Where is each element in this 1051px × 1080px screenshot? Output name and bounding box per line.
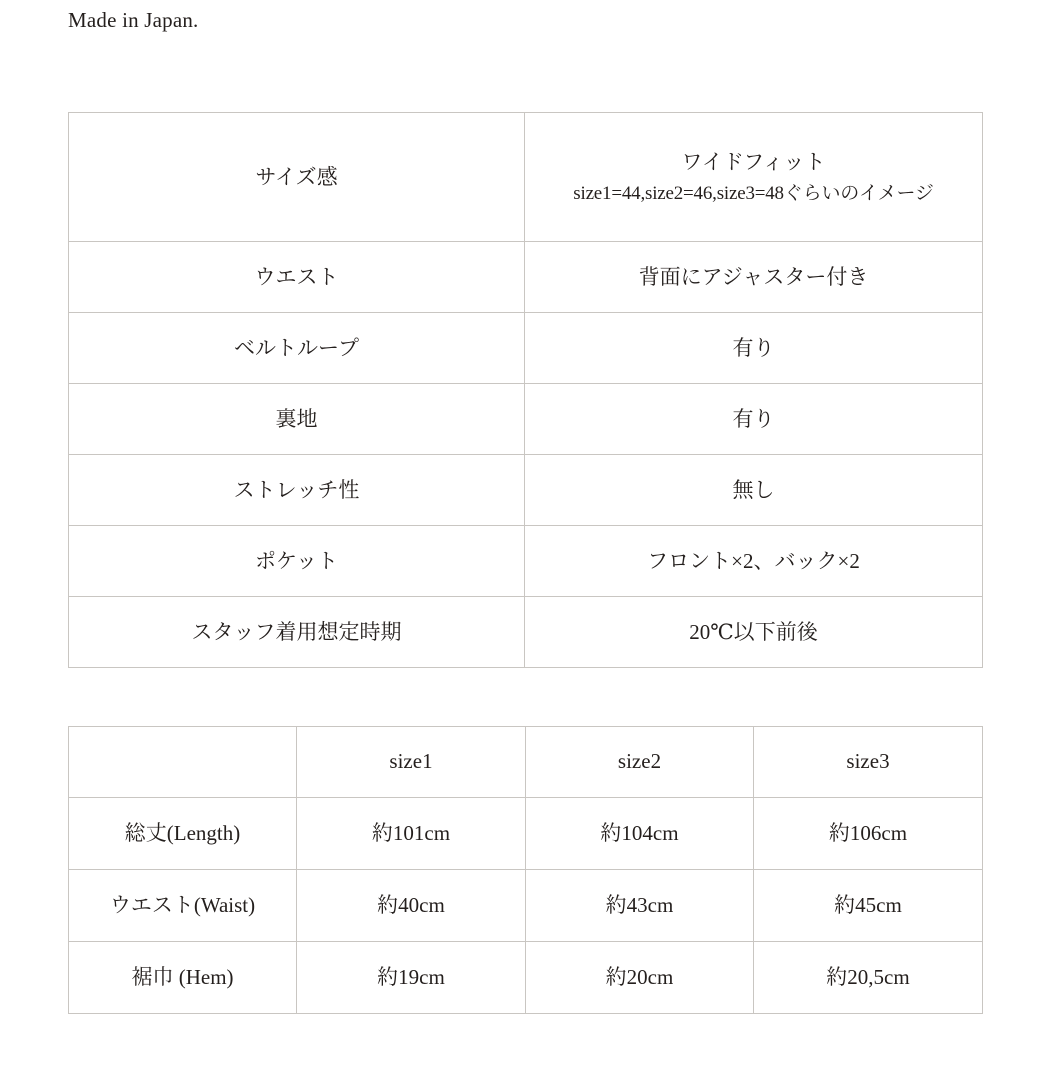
size-row-label-waist: ウエスト(Waist) [69, 870, 297, 942]
table-row [69, 942, 983, 1014]
size-row-hem-size3: 約20,5cm [754, 942, 983, 1014]
spec-value-belt-loop: 有り [525, 313, 983, 384]
size-row-label-length: 総丈(Length) [69, 798, 297, 870]
table-header-row [69, 727, 983, 798]
table-row [69, 113, 983, 242]
spec-label-pocket: ポケット [69, 526, 525, 597]
specification-table [68, 112, 983, 668]
table-row [69, 526, 983, 597]
size-row-length-size1: 約101cm [297, 798, 526, 870]
size-measurement-table [68, 726, 983, 1014]
spec-value-waist: 背面にアジャスター付き [525, 242, 983, 313]
table-row [69, 597, 983, 668]
size-table-corner-cell [69, 727, 297, 798]
spec-value-stretch: 無し [525, 455, 983, 526]
spec-value-size-feel-line1: ワイドフィット [681, 149, 826, 174]
spec-value-size-feel-line2: size1=44,size2=46,size3=48ぐらいのイメージ [573, 182, 934, 204]
spec-value-lining: 有り [525, 384, 983, 455]
spec-value-season: 20℃以下前後 [525, 597, 983, 668]
table-row [69, 455, 983, 526]
size-row-length-size3: 約106cm [754, 798, 983, 870]
size-row-length-size2: 約104cm [526, 798, 754, 870]
size-row-waist-size2: 約43cm [526, 870, 754, 942]
size-table-header-size3: size3 [754, 727, 983, 798]
table-row [69, 384, 983, 455]
size-row-hem-size1: 約19cm [297, 942, 526, 1014]
size-table-header-size1: size1 [297, 727, 526, 798]
size-row-waist-size1: 約40cm [297, 870, 526, 942]
spec-value-size-feel [525, 113, 983, 242]
size-row-waist-size3: 約45cm [754, 870, 983, 942]
table-row [69, 798, 983, 870]
table-row [69, 870, 983, 942]
spec-label-season: スタッフ着用想定時期 [69, 597, 525, 668]
size-row-label-hem: 裾巾 (Hem) [69, 942, 297, 1014]
made-in-japan-text: Made in Japan. [68, 8, 199, 32]
spec-label-belt-loop: ベルトループ [69, 313, 525, 384]
table-row [69, 242, 983, 313]
spec-label-stretch: ストレッチ性 [69, 455, 525, 526]
spec-label-lining: 裏地 [69, 384, 525, 455]
size-table-header-size2: size2 [526, 727, 754, 798]
table-row [69, 313, 983, 384]
spec-label-size-feel: サイズ感 [69, 113, 525, 242]
spec-value-pocket: フロント×2、バック×2 [525, 526, 983, 597]
size-row-hem-size2: 約20cm [526, 942, 754, 1014]
spec-label-waist: ウエスト [69, 242, 525, 313]
